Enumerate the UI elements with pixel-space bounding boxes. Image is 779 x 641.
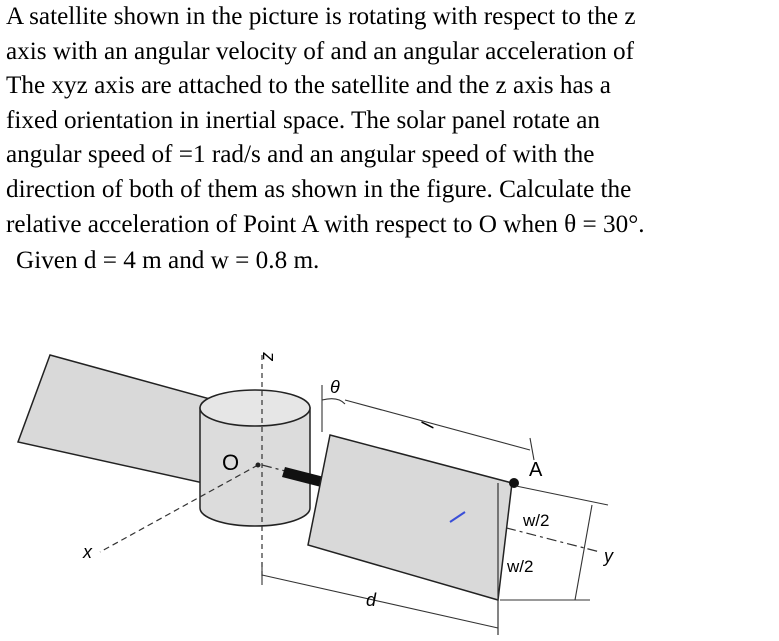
problem-statement: [6, 0, 776, 279]
problem-line: fixed orientation in inertial space. The solar panel rotate an: [6, 106, 601, 134]
w-dimension-line: [575, 505, 592, 600]
problem-line: A satellite shown in the picture is rotating with respect to the z: [6, 3, 636, 30]
z-axis-label: z: [257, 352, 277, 361]
y-axis-label: y: [604, 546, 613, 566]
theta-arc: [322, 399, 345, 404]
l-dimension-label: l: [417, 420, 438, 430]
right-solar-panel: [308, 435, 512, 600]
problem-line: direction of both of them as shown in the figure. Calculate the: [6, 175, 632, 203]
satellite-body: [200, 390, 310, 526]
theta-label: θ: [330, 377, 340, 397]
origin-label: O: [222, 450, 240, 475]
problem-line: The xyz axis are attached to the satellite and the z axis has a: [6, 72, 611, 100]
point-a-label: A: [529, 459, 543, 481]
l-dimension-tick: [530, 438, 534, 460]
given-values: Given d = 4 m and w = 0.8 m.: [16, 247, 320, 275]
x-axis-label: x: [83, 542, 92, 562]
satellite-figure: [0, 300, 779, 641]
origin-point: [256, 463, 261, 468]
satellite-diagram: [0, 300, 779, 641]
problem-line: angular speed of =1 rad/s and an angular speed of with the: [6, 141, 595, 169]
w-ext-top: [516, 486, 608, 505]
l-dimension-line: [345, 400, 530, 450]
problem-line: axis with an angular velocity of and an angular acceleration of: [6, 37, 635, 65]
w-half-bottom-label: w/2: [507, 557, 534, 576]
w-half-top-label: w/2: [523, 511, 550, 530]
d-dimension-label: d: [366, 590, 377, 610]
problem-line: relative acceleration of Point A with respect to O when θ = 30°.: [6, 210, 645, 238]
